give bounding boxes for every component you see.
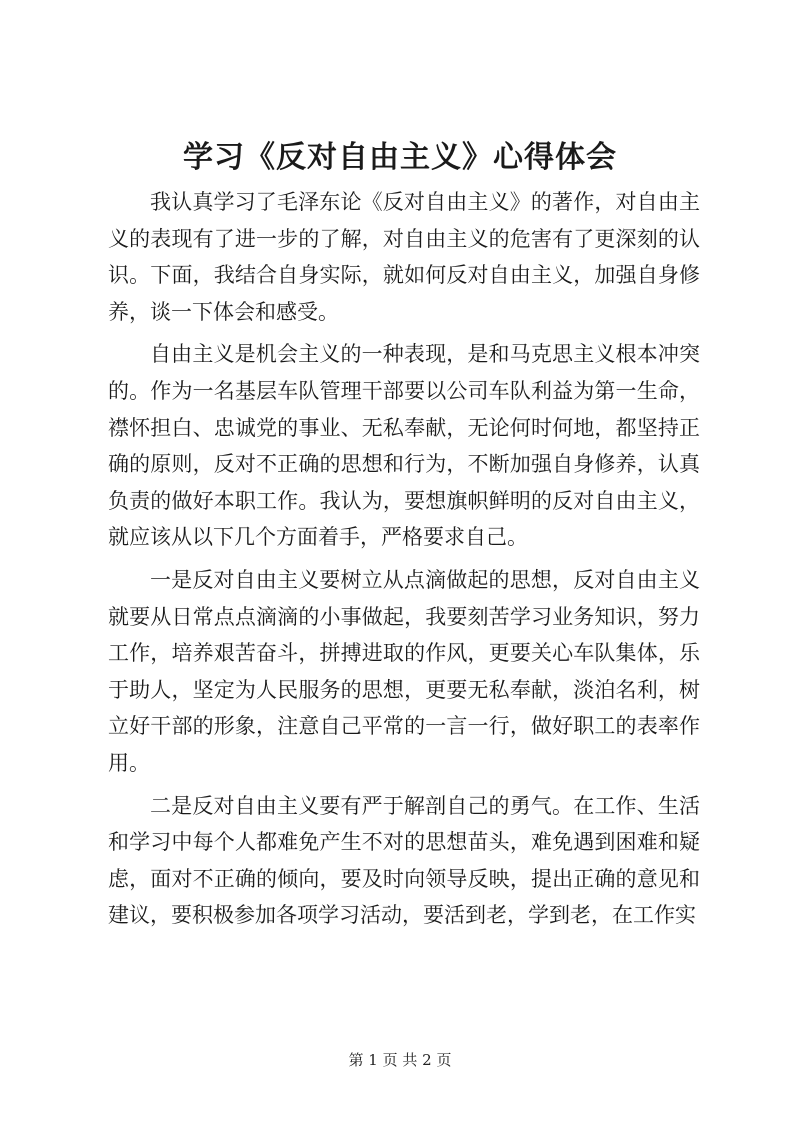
page-number-footer: 第 1 页 共 2 页 xyxy=(348,1051,452,1069)
document-body xyxy=(108,184,700,934)
document-title: 学习《反对自由主义》心得体会 xyxy=(183,140,617,175)
paragraph-point-two: 二是反对自由主义要有严于解剖自己的勇气。在工作、生活和学习中每个人都难免产生不对的思想苗头，难免遇到困难和疑虑，面对不正确的倾向，要及时向领导反映，提出正确的意见和建议，要积极参加各项学习活动，要活到老，学到老，在工作实 xyxy=(108,793,700,928)
paragraph-intro: 我认真学习了毛泽东论《反对自由主义》的著作，对自由主义的表现有了进一步的了解，对自由主义的危害有了更深刻的认识。下面，我结合自身实际，就如何反对自由主义，加强自身修养，谈一下体会和感受。 xyxy=(108,190,700,324)
paragraph-point-one: 一是反对自由主义要树立从点滴做起的思想，反对自由主义就要从日常点点滴滴的小事做起，我要刻苦学习业务知识，努力工作，培养艰苦奋斗，拼搏进取的作风，更要关心车队集体，乐于助人，坚定为人民服务的思想，更要无私奉献，淡泊名利，树立好干部的形象，注意自己平常的一言一行，做好职工的表率作用。 xyxy=(108,567,700,775)
paragraph-liberalism-definition: 自由主义是机会主义的一种表现，是和马克思主义根本冲突的。作为一名基层车队管理干部要以公司车队利益为第一生命，襟怀担白、忠诚党的事业、无私奉献，无论何时何地，都坚持正确的原则，反对不正确的思想和行为，不断加强自身修养，认真负责的做好本职工作。我认为，要想旗帜鲜明的反对自由主义，就应该从以下几个方面着手，严格要求自己。 xyxy=(108,342,700,550)
